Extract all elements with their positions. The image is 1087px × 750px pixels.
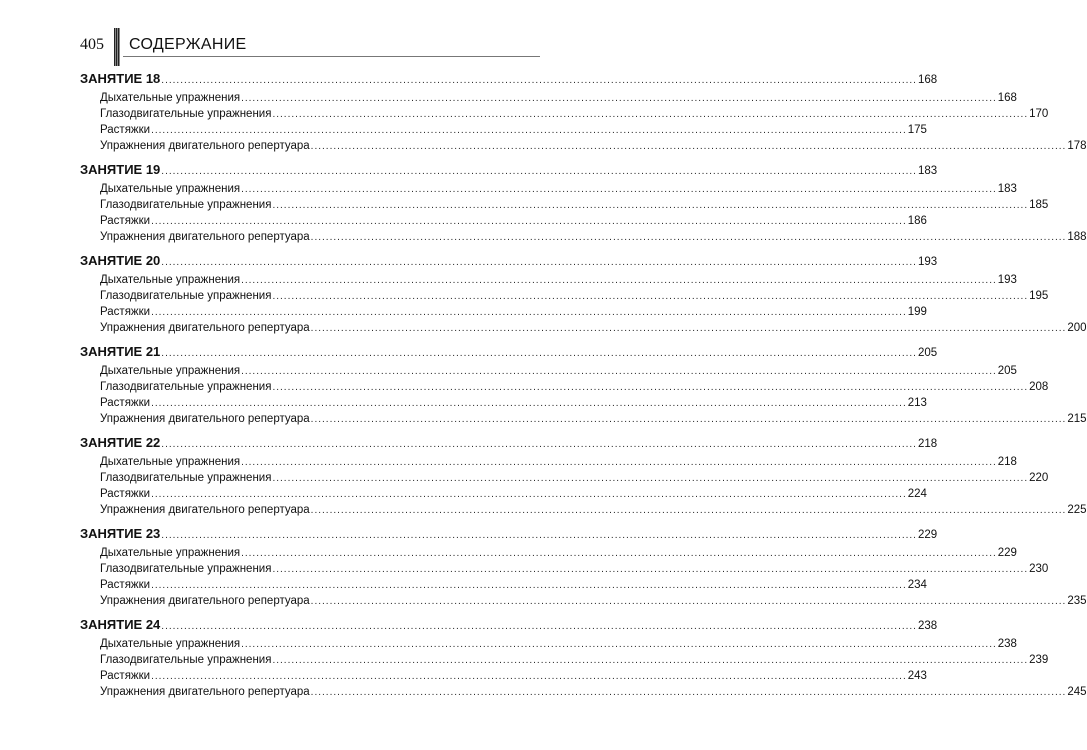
dot-leader: ........................................................................................................................................................................................................ [241, 366, 997, 377]
toc-entry-page-number: 200 [1067, 322, 1087, 334]
toc-chapter-heading-page-number: 229 [917, 529, 938, 541]
dot-leader: ........................................................................................................................................................................................................ [241, 184, 997, 195]
dot-leader: ........................................................................................................................................................................................................ [310, 323, 1067, 334]
dot-leader: ........................................................................................................................................................................................................ [151, 580, 907, 591]
toc-entry-page-number: 193 [997, 274, 1017, 286]
dot-leader: ........................................................................................................................................................................................................ [161, 166, 917, 177]
toc-entry-page-number: 234 [907, 579, 927, 591]
dot-leader: ........................................................................................................................................................................................................ [310, 414, 1067, 425]
toc-entry-label: Глазодвигательные упражнения [100, 472, 272, 484]
toc-entry[interactable] [100, 412, 1087, 426]
dot-leader: ........................................................................................................................................................................................................ [151, 125, 907, 136]
toc-entry-label: Дыхательные упражнения [100, 365, 241, 377]
toc-entry-label: Упражнения двигательного репертуара [100, 322, 310, 334]
toc-entry[interactable] [100, 198, 1049, 212]
toc-entry-label: Растяжки [100, 670, 151, 682]
dot-leader: ........................................................................................................................................................................................................ [310, 687, 1067, 698]
toc-entry[interactable] [100, 546, 1017, 560]
toc-chapter-heading[interactable] [80, 71, 938, 86]
toc-entry-page-number: 224 [907, 488, 927, 500]
toc-entry-page-number: 208 [1029, 381, 1049, 393]
dot-leader: ........................................................................................................................................................................................................ [151, 398, 907, 409]
toc-chapter-heading[interactable] [80, 526, 938, 541]
toc-entry-label: Дыхательные упражнения [100, 92, 241, 104]
dot-leader: ........................................................................................................................................................................................................ [161, 348, 917, 359]
toc-chapter-heading-page-number: 218 [917, 438, 938, 450]
toc-entry[interactable] [100, 685, 1087, 699]
dot-leader: ........................................................................................................................................................................................................ [272, 564, 1029, 575]
toc-entry-label: Глазодвигательные упражнения [100, 563, 272, 575]
toc-chapter-heading-label: ЗАНЯТИЕ 20 [80, 253, 161, 268]
toc-entry-page-number: 170 [1029, 108, 1049, 120]
toc-entry-page-number: 245 [1067, 686, 1087, 698]
toc-entry[interactable] [100, 182, 1017, 196]
toc-entry[interactable] [100, 637, 1017, 651]
toc-chapter-heading-page-number: 205 [917, 347, 938, 359]
dot-leader: ........................................................................................................................................................................................................ [310, 596, 1067, 607]
toc-entry-label: Растяжки [100, 488, 151, 500]
dot-leader: ........................................................................................................................................................................................................ [241, 548, 997, 559]
toc-entry-label: Глазодвигательные упражнения [100, 108, 272, 120]
page-header [0, 0, 600, 70]
toc-entry-page-number: 205 [997, 365, 1017, 377]
dot-leader: ........................................................................................................................................................................................................ [310, 141, 1067, 152]
toc-chapter-heading-label: ЗАНЯТИЕ 19 [80, 162, 161, 177]
toc-entry-label: Растяжки [100, 306, 151, 318]
toc-entry-page-number: 213 [907, 397, 927, 409]
toc-entry-label: Глазодвигательные упражнения [100, 290, 272, 302]
toc-entry-label: Растяжки [100, 579, 151, 591]
dot-leader: ........................................................................................................................................................................................................ [272, 109, 1029, 120]
toc-entry[interactable] [100, 503, 1087, 517]
dot-leader: ........................................................................................................................................................................................................ [151, 671, 907, 682]
toc-entry-label: Дыхательные упражнения [100, 456, 241, 468]
toc-entry-page-number: 199 [907, 306, 927, 318]
dot-leader: ........................................................................................................................................................................................................ [241, 457, 997, 468]
toc-entry[interactable] [100, 214, 927, 228]
dot-leader: ........................................................................................................................................................................................................ [151, 489, 907, 500]
toc-entry[interactable] [100, 669, 927, 683]
dot-leader: ........................................................................................................................................................................................................ [241, 93, 997, 104]
dot-leader: ........................................................................................................................................................................................................ [272, 655, 1029, 666]
toc-entry-page-number: 168 [997, 92, 1017, 104]
dot-leader: ........................................................................................................................................................................................................ [272, 200, 1029, 211]
toc-entry[interactable] [100, 230, 1087, 244]
toc-entry-page-number: 188 [1067, 231, 1087, 243]
toc-entry-page-number: 215 [1067, 413, 1087, 425]
dot-leader: ........................................................................................................................................................................................................ [161, 621, 917, 632]
page-number: 405 [80, 36, 104, 53]
toc-entry-label: Дыхательные упражнения [100, 183, 241, 195]
toc-entry[interactable] [100, 123, 927, 137]
toc-entry[interactable] [100, 139, 1087, 153]
toc-entry-page-number: 183 [997, 183, 1017, 195]
dot-leader: ........................................................................................................................................................................................................ [151, 216, 907, 227]
toc-entry-page-number: 230 [1029, 563, 1049, 575]
dot-leader: ........................................................................................................................................................................................................ [310, 232, 1067, 243]
toc-entry-page-number: 239 [1029, 654, 1049, 666]
toc-entry[interactable] [100, 653, 1049, 667]
toc-entry-label: Дыхательные упражнения [100, 547, 241, 559]
toc-entry[interactable] [100, 364, 1017, 378]
toc-entry[interactable] [100, 289, 1049, 303]
toc-chapter-heading-label: ЗАНЯТИЕ 22 [80, 435, 161, 450]
toc-entry-label: Упражнения двигательного репертуара [100, 140, 310, 152]
toc-entry[interactable] [100, 91, 1017, 105]
toc-entry-page-number: 238 [997, 638, 1017, 650]
dot-leader: ........................................................................................................................................................................................................ [272, 291, 1029, 302]
toc-entry[interactable] [100, 455, 1017, 469]
dot-leader: ........................................................................................................................................................................................................ [161, 257, 917, 268]
toc-entry[interactable] [100, 471, 1049, 485]
toc-entry[interactable] [100, 380, 1049, 394]
section-title: СОДЕРЖАНИЕ [129, 36, 247, 53]
dot-leader: ........................................................................................................................................................................................................ [161, 439, 917, 450]
toc-entry[interactable] [100, 321, 1087, 335]
toc-entry-label: Растяжки [100, 215, 151, 227]
toc-entry-page-number: 235 [1067, 595, 1087, 607]
dot-leader: ........................................................................................................................................................................................................ [241, 275, 997, 286]
toc-entry-label: Растяжки [100, 124, 151, 136]
dot-leader: ........................................................................................................................................................................................................ [161, 75, 917, 86]
header-rule [123, 56, 540, 57]
toc-entry-label: Упражнения двигательного репертуара [100, 686, 310, 698]
toc-chapter-heading[interactable] [80, 162, 938, 177]
toc-chapter-heading[interactable] [80, 617, 938, 632]
toc-chapter-heading-label: ЗАНЯТИЕ 24 [80, 617, 161, 632]
toc-entry-page-number: 185 [1029, 199, 1049, 211]
toc-entry-label: Упражнения двигательного репертуара [100, 504, 310, 516]
toc-entry-label: Упражнения двигательного репертуара [100, 231, 310, 243]
toc-chapter-heading-label: ЗАНЯТИЕ 21 [80, 344, 161, 359]
dot-leader: ........................................................................................................................................................................................................ [272, 382, 1029, 393]
dot-leader: ........................................................................................................................................................................................................ [272, 473, 1029, 484]
toc-entry-label: Дыхательные упражнения [100, 638, 241, 650]
toc-entry-label: Дыхательные упражнения [100, 274, 241, 286]
toc-chapter-heading-page-number: 193 [917, 256, 938, 268]
toc-chapter-heading-label: ЗАНЯТИЕ 18 [80, 71, 161, 86]
toc-entry[interactable] [100, 562, 1049, 576]
toc-entry-page-number: 229 [997, 547, 1017, 559]
toc-entry[interactable] [100, 305, 927, 319]
dot-leader: ........................................................................................................................................................................................................ [151, 307, 907, 318]
dot-leader: ........................................................................................................................................................................................................ [241, 639, 997, 650]
toc-entry[interactable] [100, 594, 1087, 608]
toc-entry-label: Упражнения двигательного репертуара [100, 413, 310, 425]
dot-leader: ........................................................................................................................................................................................................ [310, 505, 1067, 516]
toc-entry-page-number: 186 [907, 215, 927, 227]
toc-entry-page-number: 225 [1067, 504, 1087, 516]
toc-entry[interactable] [100, 273, 1017, 287]
toc-entry-page-number: 243 [907, 670, 927, 682]
toc-entry-label: Растяжки [100, 397, 151, 409]
toc-entry[interactable] [100, 396, 927, 410]
header-bar-decoration [114, 28, 120, 66]
toc-entry-page-number: 220 [1029, 472, 1049, 484]
toc-entry-page-number: 195 [1029, 290, 1049, 302]
toc-entry-page-number: 218 [997, 456, 1017, 468]
toc-chapter-heading[interactable] [80, 344, 938, 359]
toc-entry-page-number: 178 [1067, 140, 1087, 152]
toc-entry-label: Глазодвигательные упражнения [100, 654, 272, 666]
toc-chapter-heading[interactable] [80, 435, 938, 450]
toc-chapter-heading-page-number: 238 [917, 620, 938, 632]
toc-entry-label: Глазодвигательные упражнения [100, 381, 272, 393]
toc-entry-label: Глазодвигательные упражнения [100, 199, 272, 211]
dot-leader: ........................................................................................................................................................................................................ [161, 530, 917, 541]
toc-entry[interactable] [100, 107, 1049, 121]
toc-chapter-heading-label: ЗАНЯТИЕ 23 [80, 526, 161, 541]
toc-chapter-heading-page-number: 168 [917, 74, 938, 86]
toc-chapter-heading-page-number: 183 [917, 165, 938, 177]
toc-chapter-heading[interactable] [80, 253, 938, 268]
toc-entry[interactable] [100, 487, 927, 501]
toc-entry-page-number: 175 [907, 124, 927, 136]
toc-entry[interactable] [100, 578, 927, 592]
toc-entry-label: Упражнения двигательного репертуара [100, 595, 310, 607]
